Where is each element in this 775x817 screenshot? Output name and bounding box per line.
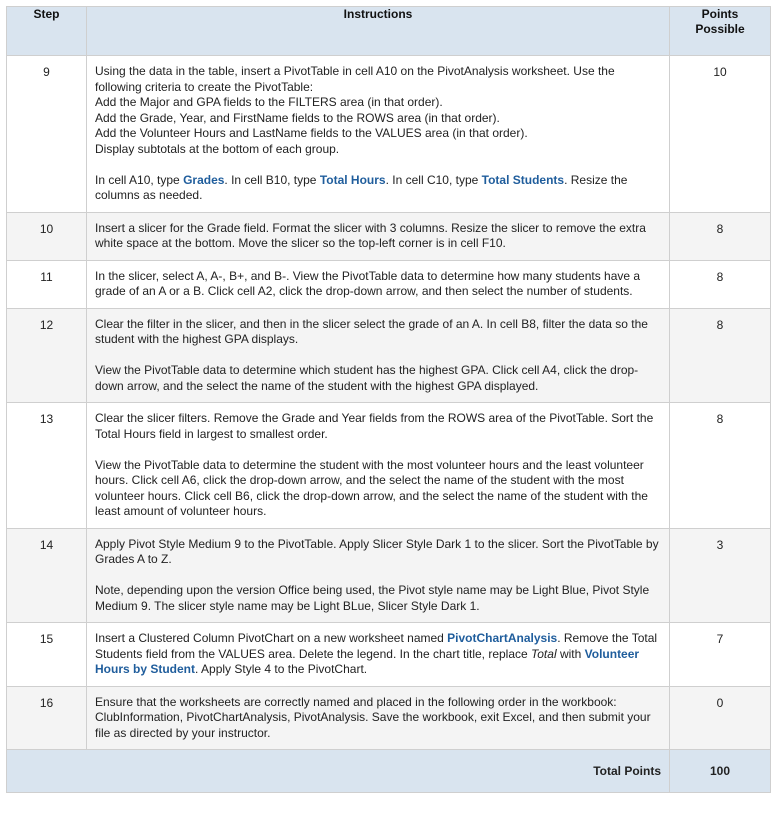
instructions-cell <box>87 260 670 308</box>
keyword-total-students: Total Students <box>481 172 565 187</box>
step-number: 12 <box>7 308 87 403</box>
total-row <box>7 750 771 793</box>
instructions-cell <box>87 56 670 213</box>
header-points-line1: Points <box>701 7 739 21</box>
table-row <box>7 686 771 750</box>
points-value: 0 <box>670 686 771 750</box>
instructions-cell <box>87 528 670 623</box>
step-number: 16 <box>7 686 87 750</box>
keyword-grades: Grades <box>183 172 225 187</box>
step-number: 11 <box>7 260 87 308</box>
keyword-volunteer-hours-by-student: Volunteer Hours by Student <box>95 646 640 676</box>
instruction-paragraph: Clear the slicer filters. Remove the Grade and Year fields from the ROWS area of the PivotTable. Sort the Total Hours field in largest to smallest order. <box>95 411 654 441</box>
instruction-line: Using the data in the table, insert a PivotTable in cell A10 on the PivotAnalysis worksheet. Use the following criteria to create the PivotTable: <box>95 64 615 94</box>
instruction-paragraph: View the PivotTable data to determine which student has the highest GPA. Click cell A4, click the drop-down arrow, and the select the name of the student with the highest GPA displayed. <box>95 363 639 393</box>
instruction-text: . Resize the columns as needed. <box>95 172 628 202</box>
instructions-cell <box>87 686 670 750</box>
instruction-text: In cell A10, type <box>95 172 184 187</box>
table-row <box>7 403 771 529</box>
step-number: 10 <box>7 212 87 260</box>
step-number: 15 <box>7 623 87 687</box>
instruction-paragraph: View the PivotTable data to determine the student with the most volunteer hours and the least volunteer hours. Click cell A6, click the drop-down arrow, and the select the name of the student with the most volunteer hours. Click cell B6, click the drop-down arrow, and the select the name of the student with the least amount of volunteer hours. <box>95 457 648 518</box>
instruction-line: Display subtotals at the bottom of each group. <box>95 141 340 156</box>
keyword-total-hours: Total Hours <box>319 172 386 187</box>
instruction-text: . Remove the Total Students field from the VALUES area. Delete the legend. In the chart title, replace <box>95 631 658 661</box>
instruction-text: . Apply Style 4 to the PivotChart. <box>195 662 368 676</box>
grading-rubric-table <box>6 6 771 793</box>
instructions-cell <box>87 623 670 687</box>
points-value: 7 <box>670 623 771 687</box>
instructions-cell <box>87 212 670 260</box>
points-value: 8 <box>670 308 771 403</box>
instruction-paragraph: Note, depending upon the version Office being used, the Pivot style name may be Light Blue, Pivot Style Medium 9. The slicer style name may be Light BLue, Slicer Style Dark 1. <box>95 583 650 613</box>
total-points-value: 100 <box>670 750 771 793</box>
instruction-line: Add the Grade, Year, and FirstName fields to the ROWS area (in that order). <box>95 110 500 125</box>
points-value: 3 <box>670 528 771 623</box>
instruction-paragraph <box>95 64 661 157</box>
points-value: 8 <box>670 403 771 529</box>
table-row <box>7 212 771 260</box>
instruction-paragraph: Insert a slicer for the Grade field. Format the slicer with 3 columns. Resize the slicer to remove the extra white space at the bottom. Move the slicer so the top-left corner is in cell F10. <box>95 220 646 250</box>
table-row <box>7 308 771 403</box>
table-row <box>7 56 771 213</box>
points-value: 8 <box>670 260 771 308</box>
instruction-line: Add the Volunteer Hours and LastName fields to the VALUES area (in that order). <box>95 126 528 140</box>
italic-total: Total <box>531 646 557 661</box>
instructions-cell <box>87 308 670 403</box>
instructions-cell <box>87 403 670 529</box>
instruction-paragraph <box>95 173 661 204</box>
instruction-text: . In cell C10, type <box>385 172 482 187</box>
header-instructions: Instructions <box>87 7 670 56</box>
header-points <box>670 7 771 56</box>
points-value: 10 <box>670 56 771 213</box>
instruction-text: with <box>556 646 585 661</box>
instruction-paragraph: Clear the filter in the slicer, and then in the slicer select the grade of an A. In cell B8, filter the data so the student with the highest GPA displays. <box>95 316 648 346</box>
step-number: 13 <box>7 403 87 529</box>
header-points-line2: Possible <box>695 22 745 36</box>
total-points-label: Total Points <box>7 750 670 793</box>
instruction-paragraph: Apply Pivot Style Medium 9 to the PivotTable. Apply Slicer Style Dark 1 to the slicer. Sort the PivotTable by Grades A to Z. <box>95 536 659 566</box>
header-step: Step <box>7 7 87 56</box>
step-number: 9 <box>7 56 87 213</box>
step-number: 14 <box>7 528 87 623</box>
points-value: 8 <box>670 212 771 260</box>
table-row <box>7 260 771 308</box>
instruction-paragraph: Ensure that the worksheets are correctly named and placed in the following order in the workbook: ClubInformation, PivotChartAnalysis, PivotAnalysis. Save the workbook, exit Excel, and then submit your file as directed by your instructor. <box>95 694 651 740</box>
instruction-text: Insert a Clustered Column PivotChart on a new worksheet named <box>95 631 448 645</box>
table-row <box>7 623 771 687</box>
header-row <box>7 7 771 56</box>
keyword-pivotchartanalysis: PivotChartAnalysis <box>447 631 558 645</box>
instruction-line: Add the Major and GPA fields to the FILTERS area (in that order). <box>95 95 443 109</box>
instruction-paragraph: In the slicer, select A, A-, B+, and B-. View the PivotTable data to determine how many students have a grade of an A or a B. Click cell A2, click the drop-down arrow, and then select the number of students. <box>95 268 641 298</box>
table-row <box>7 528 771 623</box>
instruction-text: . In cell B10, type <box>224 172 320 187</box>
instruction-paragraph <box>95 631 661 678</box>
